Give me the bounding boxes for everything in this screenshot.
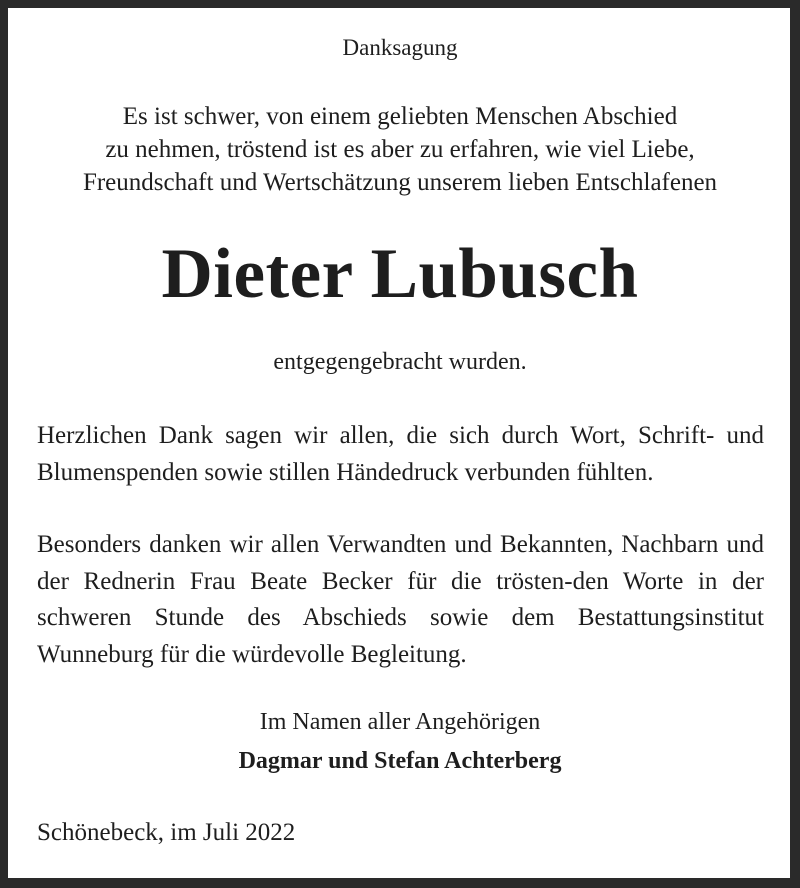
after-name-text: entgegengebracht wurden.: [273, 349, 527, 375]
intro-line: Freundschaft und Wertschätzung unserem lieben Entschlafenen: [82, 169, 718, 196]
special-thanks-paragraph: Besonders danken wir allen Verwandten und Bekannten, Nachbarn und der Rednerin Frau Beate Becker für die trösten-den Worte in der schweren Stunde des Abschieds sowie dem Bestattungsinstitut Wunneburg für die würdevolle Begleitung.: [37, 531, 764, 668]
intro-line: Es ist schwer, von einem geliebten Menschen Abschied: [122, 103, 678, 130]
thanks-paragraph: Herzlichen Dank sagen wir allen, die sich durch Wort, Schrift- und Blumenspenden sowie stillen Händedruck verbunden fühlten.: [37, 422, 764, 486]
signers: Dagmar und Stefan Achterberg: [238, 748, 562, 774]
deceased-name: Dieter Lubusch: [161, 235, 639, 313]
intro-text: [0, 100, 800, 199]
notice-heading: Danksagung: [342, 35, 458, 60]
place-date: Schönebeck, im Juli 2022: [37, 819, 296, 846]
intro-line: zu nehmen, tröstend ist es aber zu erfahren, wie viel Liebe,: [105, 136, 695, 163]
signature-intro: Im Namen aller Angehörigen: [259, 709, 541, 735]
